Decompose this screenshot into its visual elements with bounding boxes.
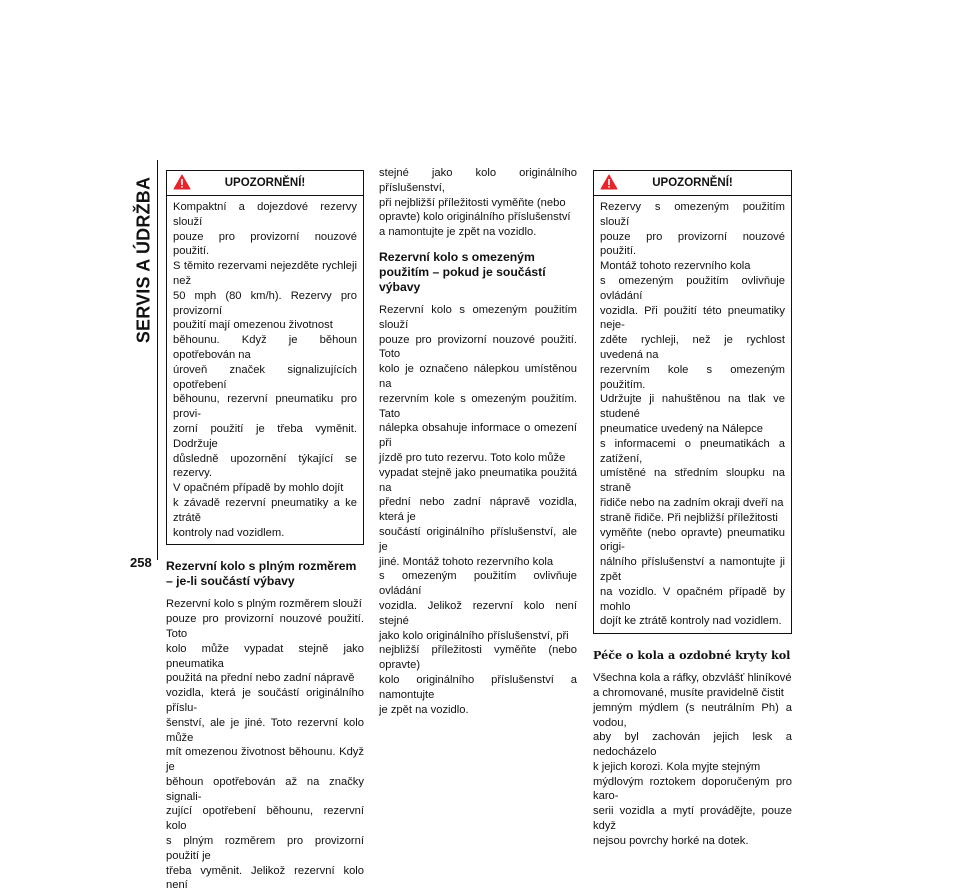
warning-box [593,170,792,634]
body-text: Všechna kola a ráfky, obzvlášť hliníkové a chromované, musíte pravidelně čistit jemným mýdlem (s neutrálním Ph) a vodou, aby byl zachován jejich lesk a nedocházelo k jejich korozi. Kola myjte stejným mýdlovým roztokem doporučeným pro karo- serii vozidla a mytí provádějte, pouze když nejsou povrchy horké na dotek. [593,672,792,847]
body-text: Rezervní kolo s omezeným použitím slouží pouze pro provizorní nouzové použití. Toto kolo je označeno nálepkou umístěnou na rezervním kole s omezeným použitím. Tato nálepka obsahuje informace o omezení při jízdě pro tuto rezervu. Toto kolo může vypadat stejně jako pneumatika použitá na přední nebo zadní nápravě vozidla, která je součástí originálního příslušenství, ale je jiné. Montáž tohoto rezervního kola s omezeným použitím ovlivňuje ovládání vozidla. Jelikož rezervní kolo není stejné jako kolo originálního příslušenství, při nejbližší příležitosti vyměňte (nebo opravte) kolo originálního příslušenství a namontujte je zpět na vozidlo. [379,303,577,716]
warning-triangle-icon [600,174,618,190]
section-title: SERVIS A ÚDRŽBA [133,176,154,344]
section-heading: Rezervní kolo s omezeným použitím – pokud je součástí výbavy [379,249,546,294]
warning-title: UPOZORNĚNÍ! [652,177,733,189]
warning-text: Rezervy s omezeným použitím slouží pouze pro provizorní nouzové použití. Montáž tohoto rezervního kola s omezeným použitím ovlivňuje ovládání vozidla. Při použití této pneumatiky neje- zděte rychleji, než je rychlost uvedená na rezervním kole s omezeným použitím. Udržujte ji nahuštěnou na tlak ve studené pneumatice uvedený na Nálepce s informacemi o pneumatikách a zatížení, umístěné na středním sloupku na straně řidiče nebo na zadním okraji dveří na straně řidiče. Při nejbližší příležitosti vyměňte (nebo opravte) pneumatiku origi- nálního příslušenství a namontujte ji zpět na vozidlo. V opačném případě by mohlo dojít ke ztrátě kontroly nad vozidlem. [600,201,785,628]
page-number: 258 [130,555,152,570]
section-heading: Péče o kola a ozdobné kryty kol [593,648,791,663]
column-1 [166,170,364,893]
column-2 [379,166,577,717]
warning-triangle-icon [173,174,191,190]
warning-box [166,170,364,545]
body-text-continued: stejné jako kolo originálního příslušenství, při nejbližší příležitosti vyměňte (nebo opravte) kolo originálního příslušenství a namontujte je zpět na vozidlo. [379,167,577,239]
warning-text: Kompaktní a dojezdové rezervy slouží pouze pro provizorní nouzové použití. S těmito rezervami nejezděte rychleji než 50 mph (80 km/h). Rezervy pro provizorní použití mají omezenou životnost běhounu. Když je běhoun opotřebován na úroveň značek signalizujících opotřebení běhounu, rezervní pneumatiku pro provi- zorní použití je třeba vyměnit. Dodržuje důsledně upozornění týkající se rezervy. V opačném případě by mohlo dojít k závadě rezervní pneumatiky a ke ztrátě kontroly nad vozidlem. [173,201,357,539]
body-text: Rezervní kolo s plným rozměrem slouží pouze pro provizorní nouzové použití. Toto kolo může vypadat stejně jako pneumatika použitá na přední nebo zadní nápravě vozidla, která je součástí originálního příslu- šenství, ale je jiné. Toto rezervní kolo může mít omezenou životnost běhounu. Když je běhoun opotřebován až na značky signali- zující opotřebení běhounu, rezervní kolo s plným rozměrem pro provizorní použití je třeba vyměnit. Jelikož rezervní kolo není [166,598,364,892]
column-3 [593,170,792,849]
warning-title: UPOZORNĚNÍ! [224,177,306,189]
section-heading: Rezervní kolo s plným rozměrem – je-li součástí výbavy [166,559,357,589]
warning-header [594,171,791,196]
section-divider [157,160,158,560]
warning-header [167,171,363,196]
